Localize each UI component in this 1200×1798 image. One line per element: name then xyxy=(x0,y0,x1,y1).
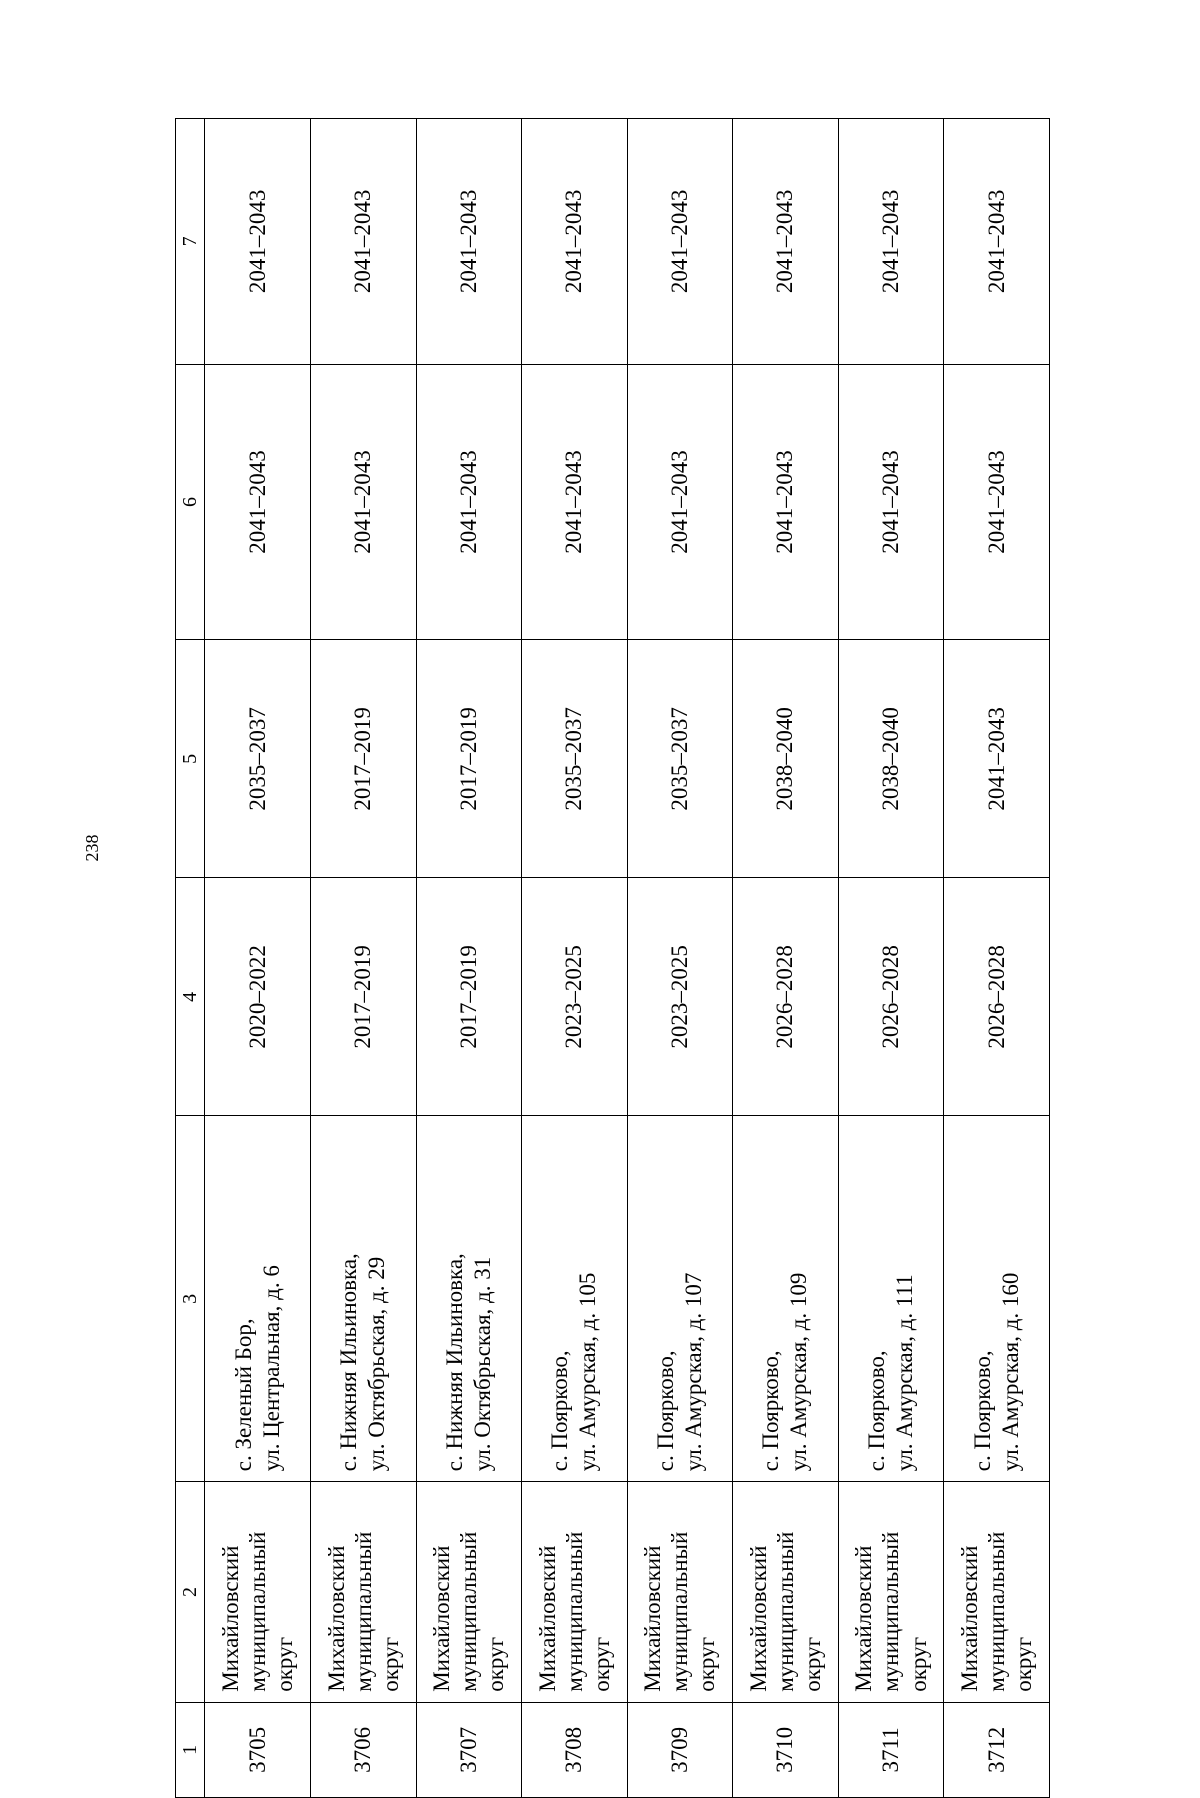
district-cell xyxy=(733,1482,839,1703)
period-cell-col4: 2026–2028 xyxy=(944,878,1050,1116)
header-row xyxy=(176,119,205,1798)
period-cell-col5: 2017–2019 xyxy=(310,640,416,878)
district-cell xyxy=(416,1482,522,1703)
district-line: муниципальный xyxy=(772,1531,798,1692)
address-cell xyxy=(627,1116,733,1482)
address-cell xyxy=(838,1116,944,1482)
period-cell-col5: 2035–2037 xyxy=(627,640,733,878)
row-number-cell: 3706 xyxy=(310,1702,416,1797)
district-line: округ xyxy=(1011,1636,1037,1692)
period-cell-col6: 2041–2043 xyxy=(627,364,733,640)
district-line: муниципальный xyxy=(667,1531,693,1692)
district-line: округ xyxy=(905,1636,931,1692)
address-line: с. Зеленый Бор, xyxy=(230,1318,256,1472)
table-frame xyxy=(175,118,1050,1798)
period-cell-col6: 2041–2043 xyxy=(838,364,944,640)
district-cell xyxy=(522,1482,628,1703)
district-line: муниципальный xyxy=(456,1531,482,1692)
address-cell xyxy=(733,1116,839,1482)
table-row xyxy=(310,119,416,1798)
table-row xyxy=(733,119,839,1798)
table-row xyxy=(416,119,522,1798)
period-cell-col7: 2041–2043 xyxy=(733,119,839,365)
period-cell-col5: 2038–2040 xyxy=(733,640,839,878)
address-line: ул. Амурская, д. 109 xyxy=(786,1272,812,1472)
period-cell-col6: 2041–2043 xyxy=(733,364,839,640)
period-cell-col6: 2041–2043 xyxy=(522,364,628,640)
row-number-cell: 3712 xyxy=(944,1702,1050,1797)
address-line: ул. Октябрьская, д. 31 xyxy=(469,1256,495,1472)
district-line: округ xyxy=(588,1636,614,1692)
address-line: с. Нижняя Ильиновка, xyxy=(441,1253,467,1472)
district-line: округ xyxy=(483,1636,509,1692)
address-line: с. Поярково, xyxy=(758,1350,784,1472)
period-cell-col5: 2035–2037 xyxy=(205,640,311,878)
period-cell-col5: 2038–2040 xyxy=(838,640,944,878)
row-number-cell: 3708 xyxy=(522,1702,628,1797)
row-number-cell: 3709 xyxy=(627,1702,733,1797)
address-line: ул. Центральная, д. 6 xyxy=(258,1265,284,1472)
address-line: с. Поярково, xyxy=(547,1350,573,1472)
period-cell-col5: 2017–2019 xyxy=(416,640,522,878)
address-line: с. Поярково, xyxy=(969,1350,995,1472)
period-cell-col4: 2020–2022 xyxy=(205,878,311,1116)
district-line: Михайловский xyxy=(745,1545,771,1692)
page-number: 238 xyxy=(82,834,102,862)
column-header: 5 xyxy=(176,640,205,878)
period-cell-col6: 2041–2043 xyxy=(205,364,311,640)
column-header: 3 xyxy=(176,1116,205,1482)
district-line: муниципальный xyxy=(350,1531,376,1692)
district-line: Михайловский xyxy=(956,1545,982,1692)
district-line: Михайловский xyxy=(534,1545,560,1692)
address-cell xyxy=(416,1116,522,1482)
district-line: муниципальный xyxy=(561,1531,587,1692)
district-line: Михайловский xyxy=(851,1545,877,1692)
address-line: с. Нижняя Ильиновка, xyxy=(336,1253,362,1472)
address-cell xyxy=(310,1116,416,1482)
table-row xyxy=(522,119,628,1798)
district-cell xyxy=(838,1482,944,1703)
period-cell-col7: 2041–2043 xyxy=(205,119,311,365)
column-header: 2 xyxy=(176,1482,205,1703)
row-number-cell: 3705 xyxy=(205,1702,311,1797)
address-line: ул. Амурская, д. 105 xyxy=(575,1272,601,1472)
address-cell xyxy=(522,1116,628,1482)
district-line: Михайловский xyxy=(217,1545,243,1692)
column-header: 7 xyxy=(176,119,205,365)
row-number-cell: 3707 xyxy=(416,1702,522,1797)
period-cell-col5: 2035–2037 xyxy=(522,640,628,878)
column-header: 4 xyxy=(176,878,205,1116)
address-cell xyxy=(205,1116,311,1482)
district-cell xyxy=(310,1482,416,1703)
period-cell-col7: 2041–2043 xyxy=(522,119,628,365)
column-header: 6 xyxy=(176,364,205,640)
period-cell-col6: 2041–2043 xyxy=(944,364,1050,640)
period-cell-col7: 2041–2043 xyxy=(944,119,1050,365)
district-line: округ xyxy=(694,1636,720,1692)
district-line: Михайловский xyxy=(429,1545,455,1692)
period-cell-col7: 2041–2043 xyxy=(838,119,944,365)
table-row xyxy=(838,119,944,1798)
table-row xyxy=(627,119,733,1798)
period-cell-col7: 2041–2043 xyxy=(627,119,733,365)
period-cell-col4: 2023–2025 xyxy=(522,878,628,1116)
period-cell-col4: 2017–2019 xyxy=(310,878,416,1116)
address-line: ул. Октябрьская, д. 29 xyxy=(364,1256,390,1472)
period-cell-col4: 2017–2019 xyxy=(416,878,522,1116)
district-line: округ xyxy=(800,1636,826,1692)
table-body xyxy=(205,119,1050,1798)
district-line: муниципальный xyxy=(878,1531,904,1692)
district-line: Михайловский xyxy=(323,1545,349,1692)
row-number-cell: 3710 xyxy=(733,1702,839,1797)
period-cell-col6: 2041–2043 xyxy=(416,364,522,640)
column-header: 1 xyxy=(176,1702,205,1797)
period-cell-col4: 2026–2028 xyxy=(733,878,839,1116)
period-cell-col4: 2026–2028 xyxy=(838,878,944,1116)
district-cell xyxy=(627,1482,733,1703)
period-cell-col7: 2041–2043 xyxy=(416,119,522,365)
district-line: муниципальный xyxy=(984,1531,1010,1692)
period-cell-col4: 2023–2025 xyxy=(627,878,733,1116)
row-number-cell: 3711 xyxy=(838,1702,944,1797)
period-cell-col5: 2041–2043 xyxy=(944,640,1050,878)
table-row xyxy=(205,119,311,1798)
district-line: Михайловский xyxy=(640,1545,666,1692)
district-cell xyxy=(944,1482,1050,1703)
address-line: ул. Амурская, д. 107 xyxy=(680,1272,706,1472)
period-cell-col6: 2041–2043 xyxy=(310,364,416,640)
address-line: ул. Амурская, д. 111 xyxy=(892,1274,918,1472)
table-row xyxy=(944,119,1050,1798)
data-table xyxy=(175,118,1050,1798)
district-line: муниципальный xyxy=(245,1531,271,1692)
address-line: с. Поярково, xyxy=(652,1350,678,1472)
address-line: ул. Амурская, д. 160 xyxy=(997,1272,1023,1472)
address-line: с. Поярково, xyxy=(864,1350,889,1472)
address-cell xyxy=(944,1116,1050,1482)
district-cell xyxy=(205,1482,311,1703)
district-line: округ xyxy=(377,1636,403,1692)
district-line: округ xyxy=(272,1636,298,1692)
period-cell-col7: 2041–2043 xyxy=(310,119,416,365)
